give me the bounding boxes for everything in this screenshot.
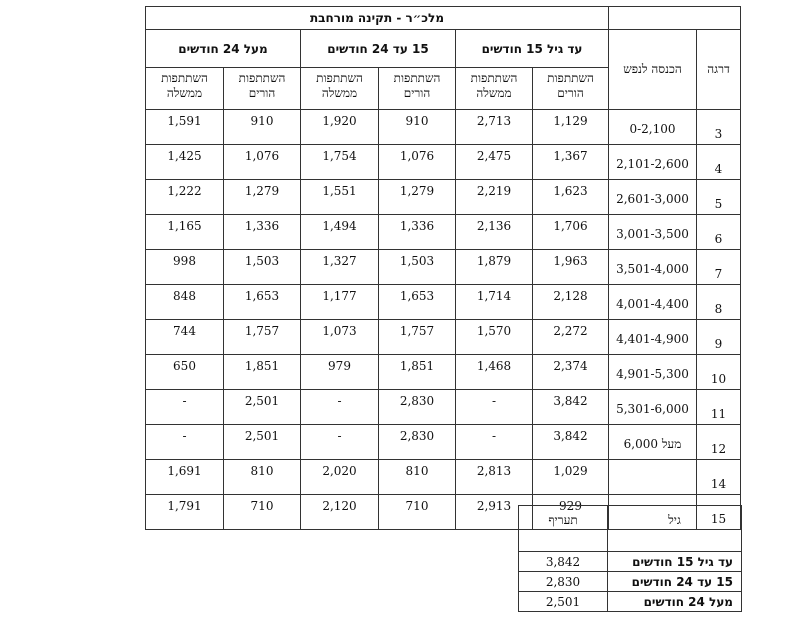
15to24-parents-cell: 2,830 bbox=[379, 390, 456, 425]
income-cell: 4,001-4,400 bbox=[609, 285, 697, 320]
income-cell: 2,601-3,000 bbox=[609, 180, 697, 215]
over24-government-cell: - bbox=[146, 390, 224, 425]
level-cell: 14 bbox=[697, 460, 741, 495]
under15-parents-cell: 2,374 bbox=[533, 355, 609, 390]
income-cell: מעל 6,000 bbox=[609, 425, 697, 460]
under15-government-cell: - bbox=[456, 390, 533, 425]
table-row bbox=[146, 355, 741, 390]
subheader-government: השתתפות ממשלה bbox=[146, 68, 224, 110]
level-cell: 15 bbox=[697, 495, 741, 530]
15to24-government-cell: 1,551 bbox=[301, 180, 379, 215]
under15-parents-cell: 1,963 bbox=[533, 250, 609, 285]
over24-parents-cell: 1,076 bbox=[224, 145, 301, 180]
income-cell: 4,401-4,900 bbox=[609, 320, 697, 355]
income-cell: 0-2,100 bbox=[609, 110, 697, 145]
over24-government-cell: 1,591 bbox=[146, 110, 224, 145]
tariff-age-header: גיל bbox=[608, 506, 742, 552]
table-row bbox=[146, 145, 741, 180]
tariff-row bbox=[519, 572, 742, 592]
subsidy-table bbox=[145, 6, 741, 530]
table-row bbox=[146, 425, 741, 460]
15to24-parents-cell: 1,503 bbox=[379, 250, 456, 285]
over24-government-cell: - bbox=[146, 425, 224, 460]
table-row bbox=[146, 215, 741, 250]
over24-parents-cell: 2,501 bbox=[224, 390, 301, 425]
level-cell: 12 bbox=[697, 425, 741, 460]
15to24-government-cell: 979 bbox=[301, 355, 379, 390]
over24-government-cell: 650 bbox=[146, 355, 224, 390]
under15-parents-cell: 2,128 bbox=[533, 285, 609, 320]
under15-government-cell: 1,570 bbox=[456, 320, 533, 355]
15to24-parents-cell: 1,076 bbox=[379, 145, 456, 180]
over24-government-cell: 998 bbox=[146, 250, 224, 285]
under15-government-cell: 2,813 bbox=[456, 460, 533, 495]
tariff-row bbox=[519, 592, 742, 612]
tariff-age-cell: עד גיל 15 חודשים bbox=[608, 552, 742, 572]
over24-parents-cell: 1,503 bbox=[224, 250, 301, 285]
under15-parents-cell: 1,706 bbox=[533, 215, 609, 250]
15to24-government-cell: - bbox=[301, 390, 379, 425]
subheader-parents: השתתפות הורים bbox=[379, 68, 456, 110]
group-header-under-15: עד גיל 15 חודשים bbox=[456, 30, 609, 68]
under15-parents-cell: 3,842 bbox=[533, 390, 609, 425]
under15-government-cell: 2,475 bbox=[456, 145, 533, 180]
tariff-row bbox=[519, 552, 742, 572]
table-row bbox=[146, 110, 741, 145]
level-cell: 6 bbox=[697, 215, 741, 250]
under15-parents-cell: 2,272 bbox=[533, 320, 609, 355]
table-row bbox=[146, 320, 741, 355]
over24-parents-cell: 1,653 bbox=[224, 285, 301, 320]
under15-government-cell: 1,714 bbox=[456, 285, 533, 320]
group-header-over-24: מעל 24 חודשים bbox=[146, 30, 301, 68]
15to24-government-cell: 1,920 bbox=[301, 110, 379, 145]
under15-parents-cell: 1,623 bbox=[533, 180, 609, 215]
under15-government-cell: 1,468 bbox=[456, 355, 533, 390]
15to24-parents-cell: 1,336 bbox=[379, 215, 456, 250]
tariff-value-header: תעריף bbox=[519, 506, 608, 552]
under15-parents-cell: 1,029 bbox=[533, 460, 609, 495]
15to24-parents-cell: 710 bbox=[379, 495, 456, 530]
under15-government-cell: 2,713 bbox=[456, 110, 533, 145]
subheader-government: השתתפות ממשלה bbox=[301, 68, 379, 110]
15to24-government-cell: 2,020 bbox=[301, 460, 379, 495]
level-cell: 7 bbox=[697, 250, 741, 285]
15to24-parents-cell: 810 bbox=[379, 460, 456, 495]
under15-government-cell: 2,913 bbox=[456, 495, 533, 530]
level-cell: 11 bbox=[697, 390, 741, 425]
income-header: הכנסה לנפש bbox=[609, 30, 697, 110]
level-cell: 4 bbox=[697, 145, 741, 180]
under15-government-cell: 2,136 bbox=[456, 215, 533, 250]
over24-government-cell: 1,165 bbox=[146, 215, 224, 250]
under15-government-cell: - bbox=[456, 425, 533, 460]
15to24-parents-cell: 1,279 bbox=[379, 180, 456, 215]
15to24-government-cell: 1,327 bbox=[301, 250, 379, 285]
over24-parents-cell: 1,757 bbox=[224, 320, 301, 355]
table-row bbox=[146, 285, 741, 320]
over24-government-cell: 1,222 bbox=[146, 180, 224, 215]
15to24-government-cell: 2,120 bbox=[301, 495, 379, 530]
over24-parents-cell: 1,279 bbox=[224, 180, 301, 215]
table-row bbox=[146, 180, 741, 215]
tariff-value-cell: 2,830 bbox=[519, 572, 608, 592]
tariff-age-cell: מעל 24 חודשים bbox=[608, 592, 742, 612]
15to24-government-cell: - bbox=[301, 425, 379, 460]
group-header-15-24: 15 עד 24 חודשים bbox=[301, 30, 456, 68]
income-cell bbox=[609, 460, 697, 495]
tariff-value-cell: 2,501 bbox=[519, 592, 608, 612]
level-header: דרגה bbox=[697, 30, 741, 110]
over24-government-cell: 848 bbox=[146, 285, 224, 320]
under15-parents-cell: 1,367 bbox=[533, 145, 609, 180]
level-cell: 8 bbox=[697, 285, 741, 320]
over24-parents-cell: 2,501 bbox=[224, 425, 301, 460]
15to24-government-cell: 1,073 bbox=[301, 320, 379, 355]
15to24-government-cell: 1,754 bbox=[301, 145, 379, 180]
15to24-parents-cell: 2,830 bbox=[379, 425, 456, 460]
over24-parents-cell: 1,851 bbox=[224, 355, 301, 390]
over24-parents-cell: 910 bbox=[224, 110, 301, 145]
over24-government-cell: 1,691 bbox=[146, 460, 224, 495]
15to24-government-cell: 1,494 bbox=[301, 215, 379, 250]
level-cell: 9 bbox=[697, 320, 741, 355]
over24-parents-cell: 710 bbox=[224, 495, 301, 530]
15to24-parents-cell: 1,653 bbox=[379, 285, 456, 320]
15to24-parents-cell: 1,757 bbox=[379, 320, 456, 355]
table-row bbox=[146, 460, 741, 495]
tariff-table bbox=[518, 505, 742, 612]
level-cell: 5 bbox=[697, 180, 741, 215]
income-cell: 3,501-4,000 bbox=[609, 250, 697, 285]
title-blank-cell bbox=[609, 7, 741, 30]
over24-parents-cell: 810 bbox=[224, 460, 301, 495]
subheader-government: השתתפות ממשלה bbox=[456, 68, 533, 110]
table-row bbox=[146, 250, 741, 285]
over24-parents-cell: 1,336 bbox=[224, 215, 301, 250]
under15-government-cell: 1,879 bbox=[456, 250, 533, 285]
under15-government-cell: 2,219 bbox=[456, 180, 533, 215]
over24-government-cell: 1,791 bbox=[146, 495, 224, 530]
over24-government-cell: 1,425 bbox=[146, 145, 224, 180]
under15-parents-cell: 3,842 bbox=[533, 425, 609, 460]
table-title: מלכ״ר - תקינה מורחבת bbox=[146, 7, 609, 30]
level-cell: 10 bbox=[697, 355, 741, 390]
income-cell: 2,101-2,600 bbox=[609, 145, 697, 180]
15to24-government-cell: 1,177 bbox=[301, 285, 379, 320]
table-row bbox=[146, 390, 741, 425]
under15-parents-cell: 929 bbox=[533, 495, 609, 530]
subheader-parents: השתתפות הורים bbox=[224, 68, 301, 110]
income-cell: 5,301-6,000 bbox=[609, 390, 697, 425]
under15-parents-cell: 1,129 bbox=[533, 110, 609, 145]
income-cell: 4,901-5,300 bbox=[609, 355, 697, 390]
income-cell: 3,001-3,500 bbox=[609, 215, 697, 250]
level-cell: 3 bbox=[697, 110, 741, 145]
15to24-parents-cell: 1,851 bbox=[379, 355, 456, 390]
over24-government-cell: 744 bbox=[146, 320, 224, 355]
subheader-parents: השתתפות הורים bbox=[533, 68, 609, 110]
15to24-parents-cell: 910 bbox=[379, 110, 456, 145]
tariff-value-cell: 3,842 bbox=[519, 552, 608, 572]
tariff-age-cell: 15 עד 24 חודשים bbox=[608, 572, 742, 592]
